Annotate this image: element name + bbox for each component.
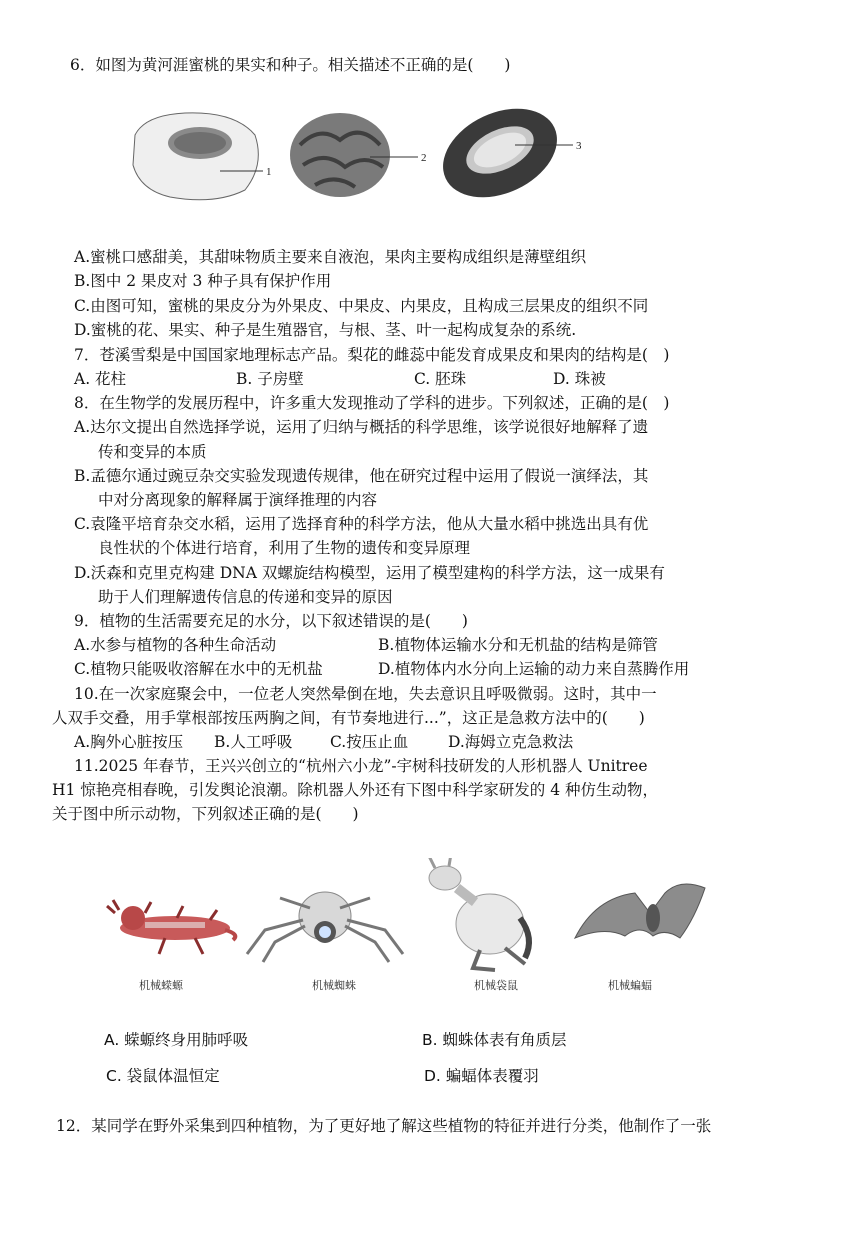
- question-7-stem: 7．苍溪雪梨是中国国家地理标志产品。梨花的雌蕊中能发育成果皮和果肉的结构是( ): [74, 346, 670, 364]
- mechanical-kangaroo-image: [429, 858, 529, 970]
- mechanical-spider-image: [247, 892, 403, 962]
- q7-option-c: C. 胚珠: [414, 370, 467, 388]
- fig-label-2: 2: [421, 152, 427, 164]
- question-9-stem: 9．植物的生活需要充足的水分，以下叙述错误的是( ): [74, 612, 468, 630]
- caption-mechanical-kangaroo: 机械袋鼠: [474, 979, 518, 992]
- fig-label-1: 1: [266, 166, 272, 178]
- caption-mechanical-salamander: 机械蝾螈: [139, 979, 183, 992]
- q8-option-b-line1: B.孟德尔通过豌豆杂交实验发现遗传规律，他在研究过程中运用了假说一演绎法，其: [74, 467, 649, 485]
- q8-option-d-line2: 助于人们理解遗传信息的传递和变异的原因: [98, 588, 393, 606]
- q6-option-c: C.由图可知，蜜桃的果皮分为外果皮、中果皮、内果皮，且构成三层果皮的组织不同: [74, 297, 649, 315]
- question-11-stem-line3: 关于图中所示动物，下列叙述正确的是( ): [52, 805, 359, 823]
- q10-option-a: A.胸外心脏按压: [74, 733, 184, 751]
- caption-mechanical-bat: 机械蝙蝠: [608, 979, 652, 992]
- question-11-stem-line2: H1 惊艳亮相春晚，引发舆论浪潮。除机器人外还有下图中科学家研发的 4 种仿生动物，: [52, 781, 659, 799]
- q8-option-a-line1: A.达尔文提出自然选择学说，运用了归纳与概括的科学思维，该学说很好地解释了遗: [74, 418, 649, 436]
- q11-option-a: A. 蝾螈终身用肺呼吸: [104, 1031, 249, 1049]
- peach-figure: [125, 105, 615, 205]
- mechanical-bat-image: [575, 884, 705, 938]
- q10-option-c: C.按压止血: [330, 733, 409, 751]
- q7-option-b: B. 子房壁: [236, 370, 304, 388]
- q8-option-c-line2: 良性状的个体进行培育，利用了生物的遗传和变异原理: [98, 539, 471, 557]
- question-8-stem: 8．在生物学的发展历程中，许多重大发现推动了学科的进步。下列叙述，正确的是( ): [74, 394, 670, 412]
- q10-option-d: D.海姆立克急救法: [448, 733, 574, 751]
- q8-option-c-line1: C.袁隆平培育杂交水稻，运用了选择育种的科学方法，他从大量水稻中挑选出具有优: [74, 515, 649, 533]
- question-10-stem-line1: 10.在一次家庭聚会中，一位老人突然晕倒在地，失去意识且呼吸微弱。这时，其中一: [74, 685, 657, 703]
- q6-option-d: D.蜜桃的花、果实、种子是生殖器官，与根、茎、叶一起构成复杂的系统.: [74, 321, 577, 339]
- q11-option-b: B. 蜘蛛体表有角质层: [422, 1031, 567, 1049]
- peach-seed-image: [429, 105, 582, 205]
- q11-option-c: C. 袋鼠体温恒定: [106, 1067, 220, 1085]
- q9-option-c: C.植物只能吸收溶解在水中的无机盐: [74, 660, 323, 678]
- question-12-stem: 12．某同学在野外采集到四种植物，为了更好地了解这些植物的特征并进行分类，他制作了一张: [56, 1117, 712, 1135]
- mechanical-salamander-image: [107, 900, 235, 954]
- fig-label-3: 3: [576, 140, 582, 152]
- q9-option-b: B.植物体运输水分和无机盐的结构是筛管: [378, 636, 658, 654]
- q9-option-d: D.植物体内水分向上运输的动力来自蒸腾作用: [378, 660, 690, 678]
- q10-option-b: B.人工呼吸: [214, 733, 293, 751]
- q7-option-a: A. 花柱: [74, 370, 127, 388]
- q8-option-a-line2: 传和变异的本质: [98, 443, 207, 461]
- caption-mechanical-spider: 机械蜘蛛: [312, 979, 356, 992]
- question-11-stem-line1: 11.2025 年春节，王兴兴创立的“杭州六小龙”-宇树科技研发的人形机器人 Unitree: [74, 757, 648, 775]
- peach-pit-image: [290, 113, 427, 197]
- question-6-stem: 6．如图为黄河涯蜜桃的果实和种子。相关描述不正确的是( ): [70, 56, 511, 74]
- q6-option-a: A.蜜桃口感甜美，其甜味物质主要来自液泡，果肉主要构成组织是薄壁组织: [74, 248, 587, 266]
- q9-option-a: A.水参与植物的各种生命活动: [74, 636, 277, 654]
- bionic-animals-figure: [105, 858, 710, 973]
- q8-option-b-line2: 中对分离现象的解释属于演绎推理的内容: [98, 491, 378, 509]
- peach-half-image: [133, 113, 272, 200]
- q8-option-d-line1: D.沃森和克里克构建 DNA 双螺旋结构模型，运用了模型建构的科学方法，这一成果有: [74, 564, 665, 582]
- q6-option-b: B.图中 2 果皮对 3 种子具有保护作用: [74, 272, 332, 290]
- question-10-stem-line2: 人双手交叠，用手掌根部按压两胸之间，有节奏地进行...”，这正是急救方法中的( ): [52, 709, 645, 727]
- q7-option-d: D. 珠被: [553, 370, 606, 388]
- q11-option-d: D. 蝙蝠体表覆羽: [424, 1067, 539, 1085]
